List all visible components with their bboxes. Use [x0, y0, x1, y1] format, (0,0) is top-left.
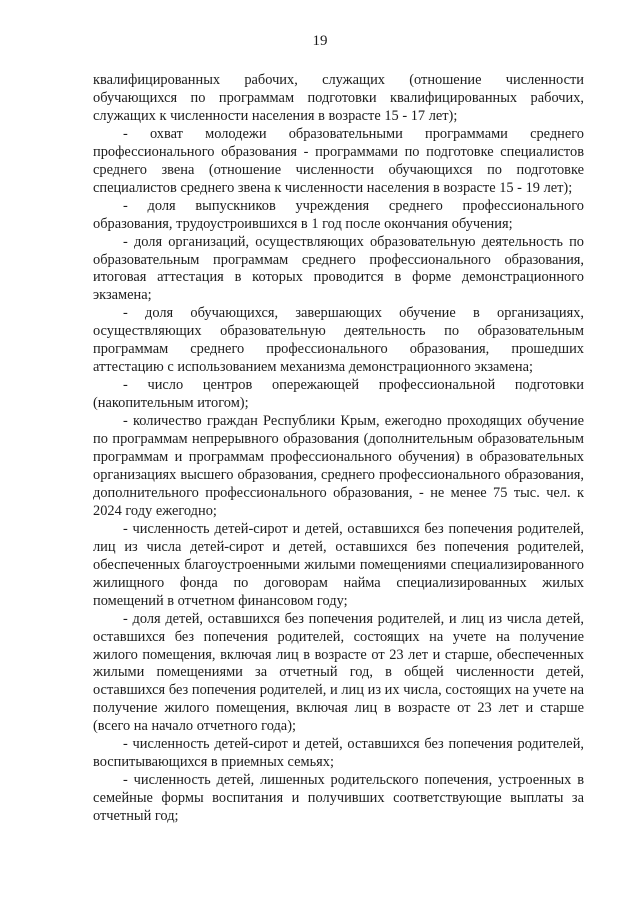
paragraph-students-demo-exam: - доля обучающихся, завершающих обучение в организациях, осуществляющих образовательную деятельность по образовательным программам среднего профессионального образования, прошедших аттестацию с использованием механизма демонстрационного экзамена;	[93, 305, 584, 376]
paragraph-orphans-housing-share: - доля детей, оставшихся без попечения родителей, и лиц из числа детей, оставшихся без попечения родителей, состоящих на учете на получение жилого помещения, включая лиц в возрасте от 23 лет и старше, обеспеченных жилыми помещениями за отчетный год, в общей численности детей, оставшихся без попечения родителей, и лиц из их числа, состоящих на учете на получение жилого помещения, включая лиц в возрасте от 23 лет и старше (всего на начало отчетного года);	[93, 610, 584, 735]
paragraph-family-placement-payments: - численность детей, лишенных родительского попечения, устроенных в семейные формы воспитания и получивших соответствующие выплаты за отчетный год;	[93, 772, 584, 825]
paragraph-qualified-workers-coverage: квалифицированных рабочих, служащих (отношение численности обучающихся по программам подготовки квалифицированных рабочих, служащих к численности населения в возрасте 15 - 17 лет);	[93, 72, 584, 124]
paragraph-advanced-training-centers: - число центров опережающей профессиональной подготовки (накопительным итогом);	[93, 377, 584, 412]
paragraph-graduates-employed: - доля выпускников учреждения среднего профессионального образования, трудоустроившихся в 1 год после окончания обучения;	[93, 197, 584, 232]
document-body	[93, 72, 584, 826]
page-number: 19	[312, 33, 328, 49]
paragraph-organizations-demo-exam: - доля организаций, осуществляющих образовательную деятельность по образовательным программам среднего профессионального образования, итоговая аттестация в которых проводится в форме демонстрационного экзамена;	[93, 233, 584, 304]
paragraph-orphans-housing-count: - численность детей-сирот и детей, оставшихся без попечения родителей, лиц из числа детей-сирот и детей, оставшихся без попечения родителей, обеспеченных благоустроенными жилыми помещениями специализированного жилищного фонда по договорам найма специализированных жилых помещений в отчетном финансовом году;	[93, 520, 584, 609]
paragraph-foster-families: - численность детей-сирот и детей, оставшихся без попечения родителей, воспитывающихся в приемных семьях;	[93, 736, 584, 771]
paragraph-continuing-education-citizens: - количество граждан Республики Крым, ежегодно проходящих обучение по программам непрерывного образования (дополнительным образовательным программам и программам профессионального обучения) в образовательных организациях высшего образования, среднего профессионального образования, дополнительного профессионального образования, - не менее 75 тыс. чел. к 2024 году ежегодно;	[93, 413, 584, 519]
paragraph-youth-coverage: - охват молодежи образовательными программами среднего профессионального образования - программами по подготовке специалистов среднего звена (отношение численности обучающихся по подготовке специалистов среднего звена к численности населения в возрасте 15 - 19 лет);	[93, 125, 584, 196]
